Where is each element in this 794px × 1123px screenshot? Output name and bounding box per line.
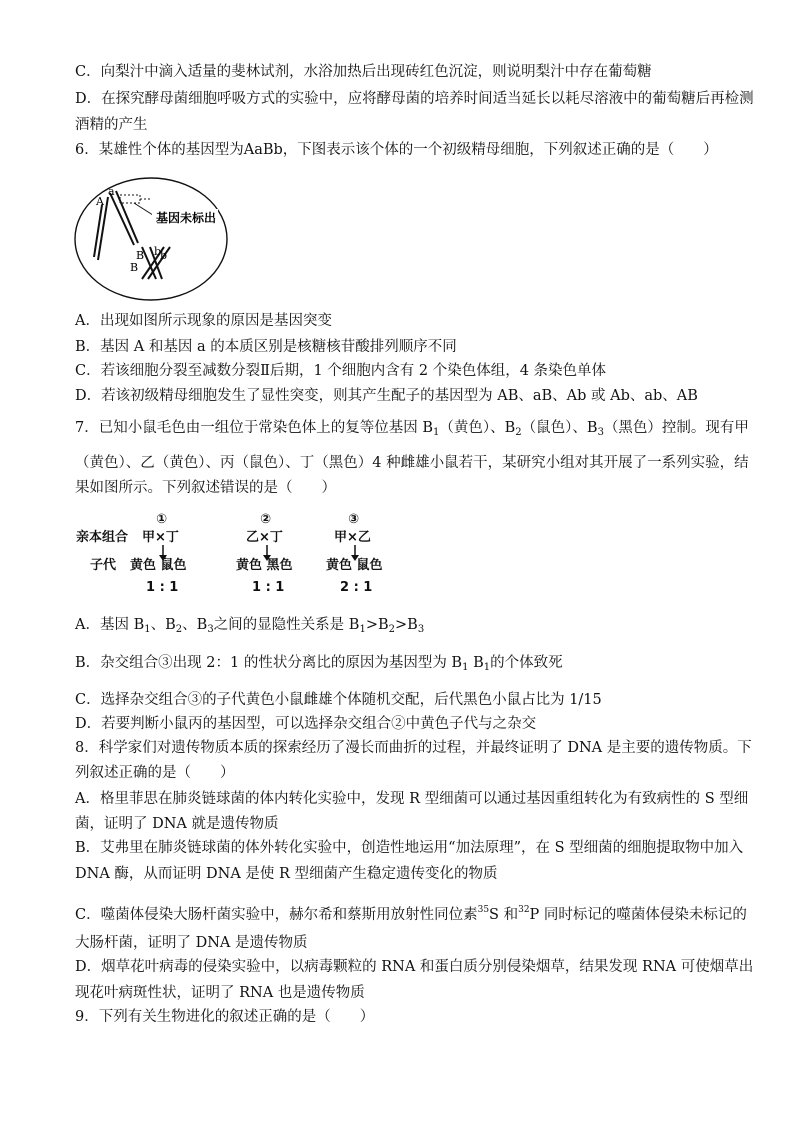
q8-option-a-line2: 菌，证明了 DNA 就是遗传物质 [75,816,279,832]
chromosome [116,191,138,243]
q6-option-d: D．若该初级精母细胞发生了显性突变，则其产生配子的基因型为 AB、aB、Ab 或 Ab、ab、AB [75,388,698,404]
primary-spermatocyte-figure [72,175,230,303]
crossover-box [120,195,140,203]
cross-2-number: ② [260,512,272,527]
gene-label-b-2: b [160,249,168,262]
q8-option-b-line1: B．艾弗里在肺炎链球菌的体外转化实验中，创造性地运用“加法原理”，在 S 型细菌的细胞提取物中加入 [75,840,744,856]
q8-option-d-line2: 现花叶病斑性状，证明了 RNA 也是遗传物质 [75,985,365,1001]
cross-1-ratio: 1 : 1 [146,580,179,595]
q7-option-b: B．杂交组合③出现 2：1 的性状分离比的原因为基因型为 $B_1$ $B_1$的个体致死 [75,655,563,673]
gene-label-B-2: B [130,261,139,274]
cross-3-parents: 甲×乙 [334,530,371,545]
cross-3-number: ③ [348,512,360,527]
q5-option-d-line1: D．在探究酵母菌细胞呼吸方式的实验中，应将酵母菌的培养时间适当延长以耗尽溶液中的葡萄糖后再检测 [75,91,754,107]
q5-option-d-line2: 酒精的产生 [75,117,148,133]
chromosome [94,205,102,257]
q8-option-c-line1: C．噬菌体侵染大肠杆菌实验中，赫尔希和蔡斯用放射性同位素$^{35}$S 和$^{32}$P 同时标记的噬菌体侵染未标记的 [75,905,747,923]
cross-3-ratio: 2 : 1 [340,580,373,595]
q6-stem: 6．某雄性个体的基因型为AaBb，下图表示该个体的一个初级精母细胞，下列叙述正确的是（ ） [75,142,718,158]
q8-option-d-line1: D．烟草花叶病毒的侵染实验中，以病毒颗粒的 RNA 和蛋白质分别侵染烟草，结果发现 RNA 可使烟草出 [75,959,754,975]
q7-option-d: D．若要判断小鼠丙的基因型，可以选择杂交组合②中黄色子代与之杂交 [75,716,537,732]
q8-option-c-line2: 大肠杆菌，证明了 DNA 是遗传物质 [75,935,308,951]
gene-label-a: a [108,185,115,198]
cross-2-offspring: 黄色 黑色 [236,558,293,573]
row-label-parents: 亲本组合 [76,530,129,545]
q6-option-b: B．基因 A 和基因 a 的本质区别是核糖核苷酸排列顺序不同 [75,339,457,355]
cross-3-offspring: 黄色 鼠色 [326,558,383,573]
q7-option-a: A．基因 $B_1$、$B_2$、$B_3$之间的显隐性关系是 $B_1>B_2>B_3$ [75,617,425,635]
row-label-offspring: 子代 [90,558,117,573]
q7-stem-line3: 果如图所示。下列叙述错误的是（ ） [75,480,336,496]
cross-1-parents: 甲×丁 [142,530,179,545]
cross-1-offspring: 黄色 鼠色 [130,558,187,573]
q8-option-a-line1: A．格里菲思在肺炎链球菌的体内转化实验中，发现 R 型细菌可以通过基因重组转化为有致病性的 S 型细 [75,791,749,807]
q8-option-b-line2: DNA 酶，从而证明 DNA 是使 R 型细菌产生稳定遗传变化的物质 [75,866,498,882]
gene-not-marked-note: 基因未标出 [156,211,217,225]
q5-option-c: C．向梨汁中滴入适量的斐林试剂，水浴加热后出现砖红色沉淀，则说明梨汁中存在葡萄糖 [75,64,652,80]
q8-stem-line2: 列叙述正确的是（ ） [75,765,235,781]
gene-label-B: B [136,249,145,262]
q6-option-a: A．出现如图所示现象的原因是基因突变 [75,313,332,329]
q7-stem-line2: （黄色）、乙（黄色）、丙（鼠色）、丁（黑色）4 种雌雄小鼠若干，某研究小组对其开展了一系列实验，结 [75,455,749,471]
q9-stem: 9．下列有关生物进化的叙述正确的是（ ） [75,1009,375,1025]
q7-stem-line1: 7．已知小鼠毛色由一组位于常染色体上的复等位基因 $B_1$（黄色）、$B_2$（鼠色）、$B_3$（黑色）控制。现有甲 [75,420,749,438]
cross-results-figure [70,505,400,600]
q8-stem-line1: 8．科学家们对遗传物质本质的探索经历了漫长而曲折的过程，并最终证明了 DNA 是主要的遗传物质。下 [75,740,752,756]
q7-option-c: C．选择杂交组合③的子代黄色小鼠雌雄个体随机交配，后代黑色小鼠占比为 1/15 [75,692,602,708]
cross-2-parents: 乙×丁 [246,530,283,545]
chromosome [110,193,134,245]
cross-2-ratio: 1 : 1 [252,580,285,595]
gene-label-b: b [154,245,162,258]
q6-option-c: C．若该细胞分裂至减数分裂Ⅱ后期，1 个细胞内含有 2 个染色体组，4 条染色单体 [75,363,607,379]
gene-label-A: A [96,195,104,208]
cross-1-number: ① [156,512,168,527]
